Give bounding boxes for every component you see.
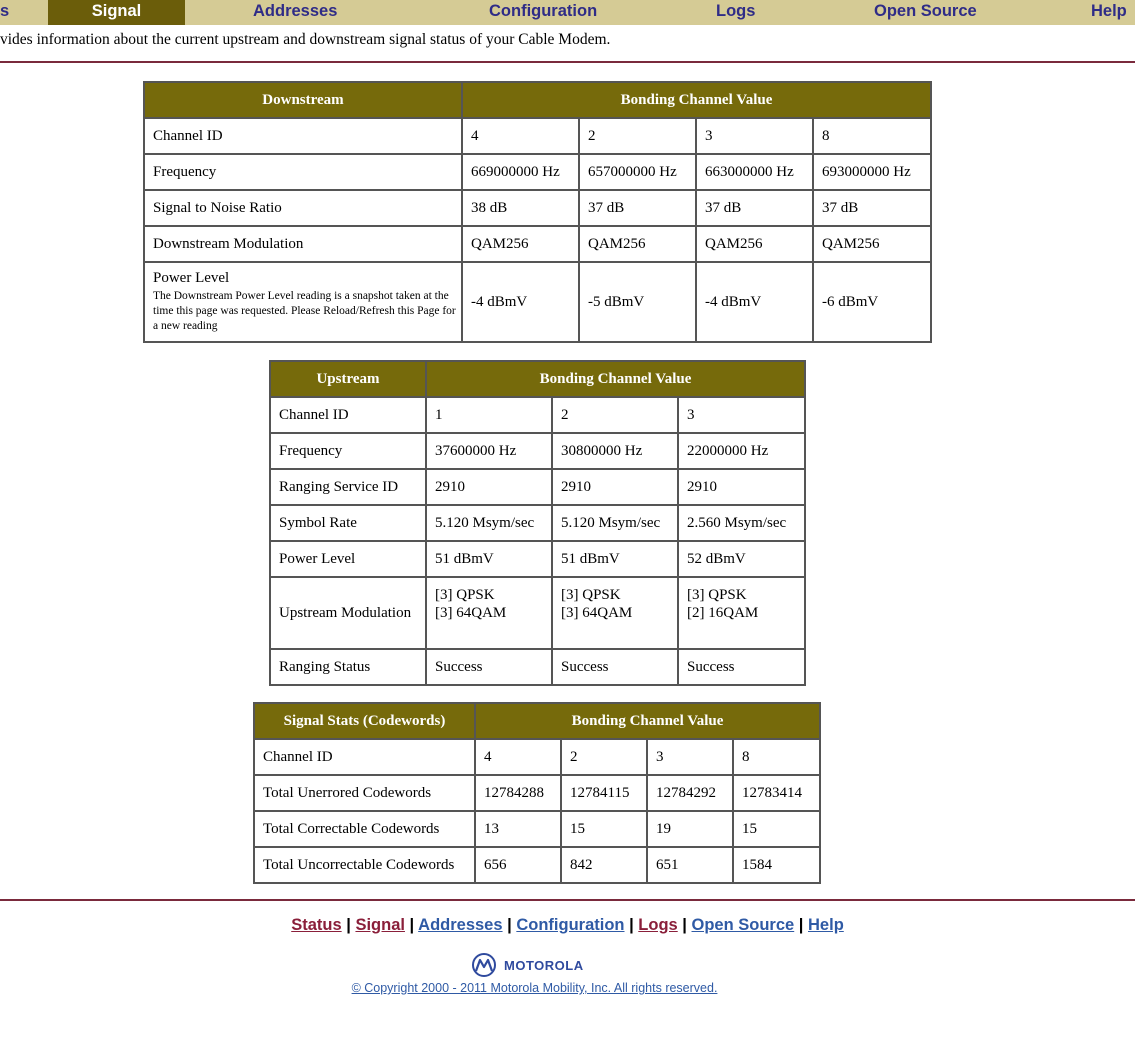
cell-value: 22000000 Hz (678, 433, 805, 469)
nav-tab-open-source[interactable]: Open Source (874, 2, 977, 20)
footer-separator: | (341, 916, 356, 934)
cell-value: 37 dB (579, 190, 696, 226)
cell-value: Success (426, 649, 552, 685)
modulation-line: [2] 16QAM (687, 605, 759, 621)
nav-tab-logs[interactable]: Logs (716, 2, 756, 20)
cell-value: 657000000 Hz (579, 154, 696, 190)
cell-value: 3 (678, 397, 805, 433)
table-row (144, 226, 931, 262)
power-level-note: The Downstream Power Level reading is a snapshot taken at the time this page was requested. Please Reload/Refresh this Page for a new reading (153, 290, 456, 332)
row-label: Signal to Noise Ratio (144, 190, 462, 226)
cell-value: QAM256 (813, 226, 931, 262)
cell-value: 15 (733, 811, 820, 847)
row-label-power-level (144, 262, 462, 342)
top-nav (0, 0, 1135, 25)
cell-value: 4 (475, 739, 561, 775)
cell-value-modulation (552, 577, 678, 649)
table-row (254, 739, 820, 775)
cell-value: 51 dBmV (552, 541, 678, 577)
row-label: Ranging Service ID (270, 469, 426, 505)
cell-value-modulation (678, 577, 805, 649)
footer-link-addresses[interactable]: Addresses (418, 916, 503, 934)
cell-value: 2 (579, 118, 696, 154)
codewords-value-header: Bonding Channel Value (475, 703, 820, 739)
table-row (270, 541, 805, 577)
table-row (144, 154, 931, 190)
table-row (270, 397, 805, 433)
footer-link-help[interactable]: Help (808, 916, 844, 934)
footer-link-signal[interactable]: Signal (355, 916, 405, 934)
copyright-link[interactable]: © Copyright 2000 - 2011 Motorola Mobility, Inc. All rights reserved. (351, 981, 718, 995)
cell-value: -6 dBmV (813, 262, 931, 342)
cell-value: -4 dBmV (462, 262, 579, 342)
table-row (254, 847, 820, 883)
modulation-line: [3] 64QAM (561, 605, 633, 621)
cell-value: 656 (475, 847, 561, 883)
footer-separator: | (677, 916, 692, 934)
cell-value: 1 (426, 397, 552, 433)
footer-separator: | (404, 916, 419, 934)
cell-value: QAM256 (462, 226, 579, 262)
upstream-table (269, 360, 806, 686)
row-label: Channel ID (144, 118, 462, 154)
cell-value: Success (552, 649, 678, 685)
cell-value: 2 (561, 739, 647, 775)
cell-value: 12784288 (475, 775, 561, 811)
nav-tab-configuration[interactable]: Configuration (489, 2, 598, 20)
table-row (144, 262, 931, 342)
page-description: vides information about the current upstream and downstream signal status of your Cable Modem. (0, 31, 611, 48)
cell-value: 12784115 (561, 775, 647, 811)
footer-separator: | (794, 916, 809, 934)
footer-link-open-source[interactable]: Open Source (691, 916, 795, 934)
codewords-header: Signal Stats (Codewords) (254, 703, 475, 739)
cell-value: 38 dB (462, 190, 579, 226)
footer-link-logs[interactable]: Logs (638, 916, 678, 934)
codewords-table (253, 702, 821, 884)
cell-value: 2910 (678, 469, 805, 505)
cell-value: 5.120 Msym/sec (426, 505, 552, 541)
modulation-line: [3] 64QAM (435, 605, 507, 621)
cell-value: 663000000 Hz (696, 154, 813, 190)
motorola-logo (472, 951, 584, 979)
row-label: Frequency (270, 433, 426, 469)
cell-value: 8 (813, 118, 931, 154)
row-label: Power Level (270, 541, 426, 577)
modulation-line: [3] QPSK (435, 587, 495, 603)
cell-value: 2910 (426, 469, 552, 505)
row-label: Downstream Modulation (144, 226, 462, 262)
cell-value-modulation (426, 577, 552, 649)
cell-value: 669000000 Hz (462, 154, 579, 190)
row-label: Total Unerrored Codewords (254, 775, 475, 811)
footer-separator: | (624, 916, 639, 934)
upstream-header-row (270, 361, 805, 397)
upstream-header: Upstream (270, 361, 426, 397)
footer-link-status[interactable]: Status (291, 916, 342, 934)
cell-value: 13 (475, 811, 561, 847)
cell-value: Success (678, 649, 805, 685)
row-label: Total Uncorrectable Codewords (254, 847, 475, 883)
downstream-value-header: Bonding Channel Value (462, 82, 931, 118)
row-label: Total Correctable Codewords (254, 811, 475, 847)
nav-tab-status-partial[interactable]: s (0, 2, 10, 20)
cell-value: 37 dB (813, 190, 931, 226)
row-label: Ranging Status (270, 649, 426, 685)
row-label: Power Level (153, 270, 230, 286)
cell-value: 3 (647, 739, 733, 775)
table-row (144, 190, 931, 226)
cell-value: 8 (733, 739, 820, 775)
cell-value: 15 (561, 811, 647, 847)
bottom-divider (0, 899, 1135, 901)
cell-value: 651 (647, 847, 733, 883)
cell-value: QAM256 (579, 226, 696, 262)
table-row (254, 775, 820, 811)
codewords-header-row (254, 703, 820, 739)
cell-value: -4 dBmV (696, 262, 813, 342)
nav-tab-signal[interactable]: Signal (48, 0, 185, 25)
cell-value: 19 (647, 811, 733, 847)
cell-value: 2.560 Msym/sec (678, 505, 805, 541)
cell-value: 52 dBmV (678, 541, 805, 577)
downstream-table (143, 81, 932, 343)
upstream-value-header: Bonding Channel Value (426, 361, 805, 397)
table-row (270, 649, 805, 685)
cell-value: 2910 (552, 469, 678, 505)
table-row (270, 505, 805, 541)
cell-value: 12783414 (733, 775, 820, 811)
footer-link-configuration[interactable]: Configuration (516, 916, 625, 934)
cell-value: 693000000 Hz (813, 154, 931, 190)
cell-value: 4 (462, 118, 579, 154)
table-row (270, 433, 805, 469)
table-row (254, 811, 820, 847)
row-label: Symbol Rate (270, 505, 426, 541)
cell-value: 1584 (733, 847, 820, 883)
nav-tab-addresses[interactable]: Addresses (253, 2, 338, 20)
cell-value: 37600000 Hz (426, 433, 552, 469)
table-row (270, 469, 805, 505)
cell-value: QAM256 (696, 226, 813, 262)
table-row (144, 118, 931, 154)
row-label: Channel ID (254, 739, 475, 775)
cell-value: 2 (552, 397, 678, 433)
row-label: Frequency (144, 154, 462, 190)
table-row (270, 577, 805, 649)
cell-value: 12784292 (647, 775, 733, 811)
cell-value: 51 dBmV (426, 541, 552, 577)
cell-value: -5 dBmV (579, 262, 696, 342)
row-label: Channel ID (270, 397, 426, 433)
cell-value: 842 (561, 847, 647, 883)
logo-wordmark: MOTOROLA (504, 957, 584, 973)
cell-value: 3 (696, 118, 813, 154)
downstream-header-row (144, 82, 931, 118)
downstream-header: Downstream (144, 82, 462, 118)
footer-nav (0, 916, 1135, 935)
top-divider (0, 61, 1135, 63)
modulation-line: [3] QPSK (561, 587, 621, 603)
row-label: Upstream Modulation (270, 577, 426, 649)
footer-separator: | (502, 916, 517, 934)
motorola-batwing-icon (472, 953, 496, 977)
cell-value: 30800000 Hz (552, 433, 678, 469)
nav-tab-help[interactable]: Help (1091, 2, 1127, 20)
modulation-line: [3] QPSK (687, 587, 747, 603)
cell-value: 5.120 Msym/sec (552, 505, 678, 541)
cell-value: 37 dB (696, 190, 813, 226)
